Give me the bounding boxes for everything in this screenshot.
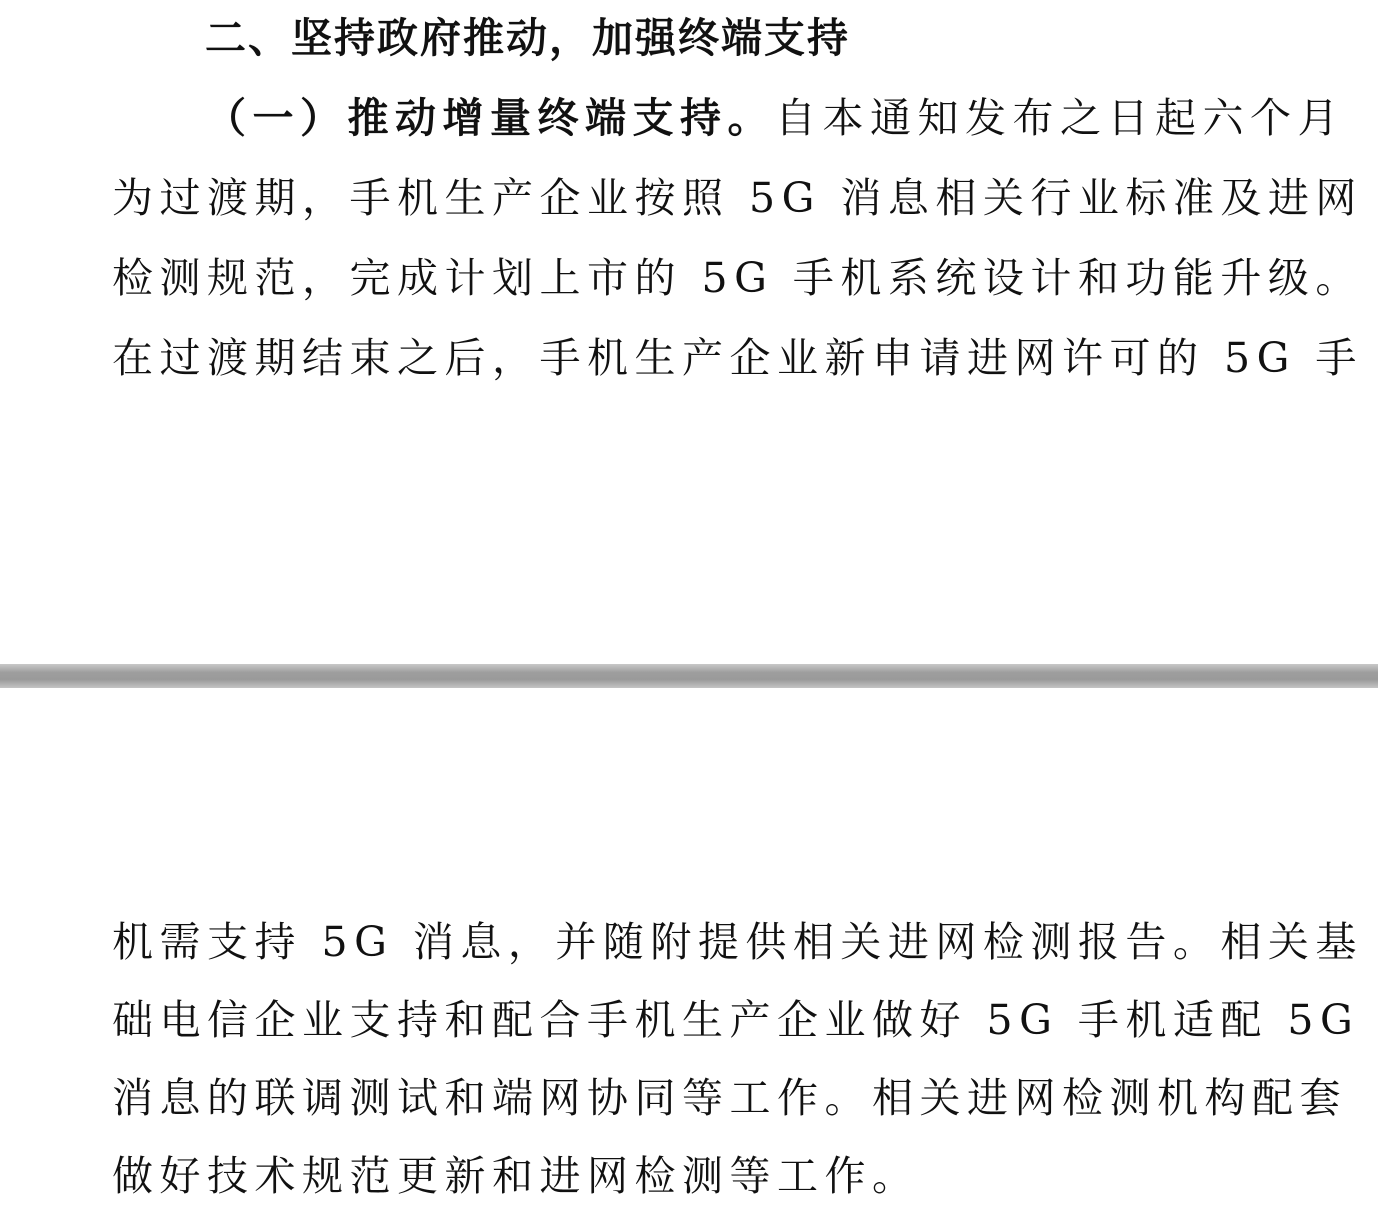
paragraph-line: 础电信企业支持和配合手机生产企业做好 5G 手机适配 5G [112, 996, 1360, 1044]
paragraph-line: 为过渡期，手机生产企业按照 5G 消息相关行业标准及进网 [112, 174, 1363, 222]
paragraph-text: 自本通知发布之日起六个月 [775, 94, 1345, 142]
paragraph-line: 机需支持 5G 消息，并随附提供相关进网检测报告。相关基 [112, 918, 1363, 966]
section-heading: 二、坚持政府推动，加强终端支持 [205, 14, 850, 62]
paragraph-line: 消息的联调测试和端网协同等工作。相关进网检测机构配套 [112, 1074, 1347, 1122]
page-separator [0, 664, 1378, 688]
paragraph-line: 在过渡期结束之后，手机生产企业新申请进网许可的 5G 手 [112, 334, 1363, 382]
subsection-label: （一）推动增量终端支持。 [205, 94, 775, 142]
paragraph-line: 检测规范，完成计划上市的 5G 手机系统设计和功能升级。 [112, 254, 1363, 302]
paragraph-line [205, 88, 1378, 148]
paragraph-line: 做好技术规范更新和进网检测等工作。 [112, 1152, 920, 1200]
document-page-lower [0, 688, 1378, 1220]
